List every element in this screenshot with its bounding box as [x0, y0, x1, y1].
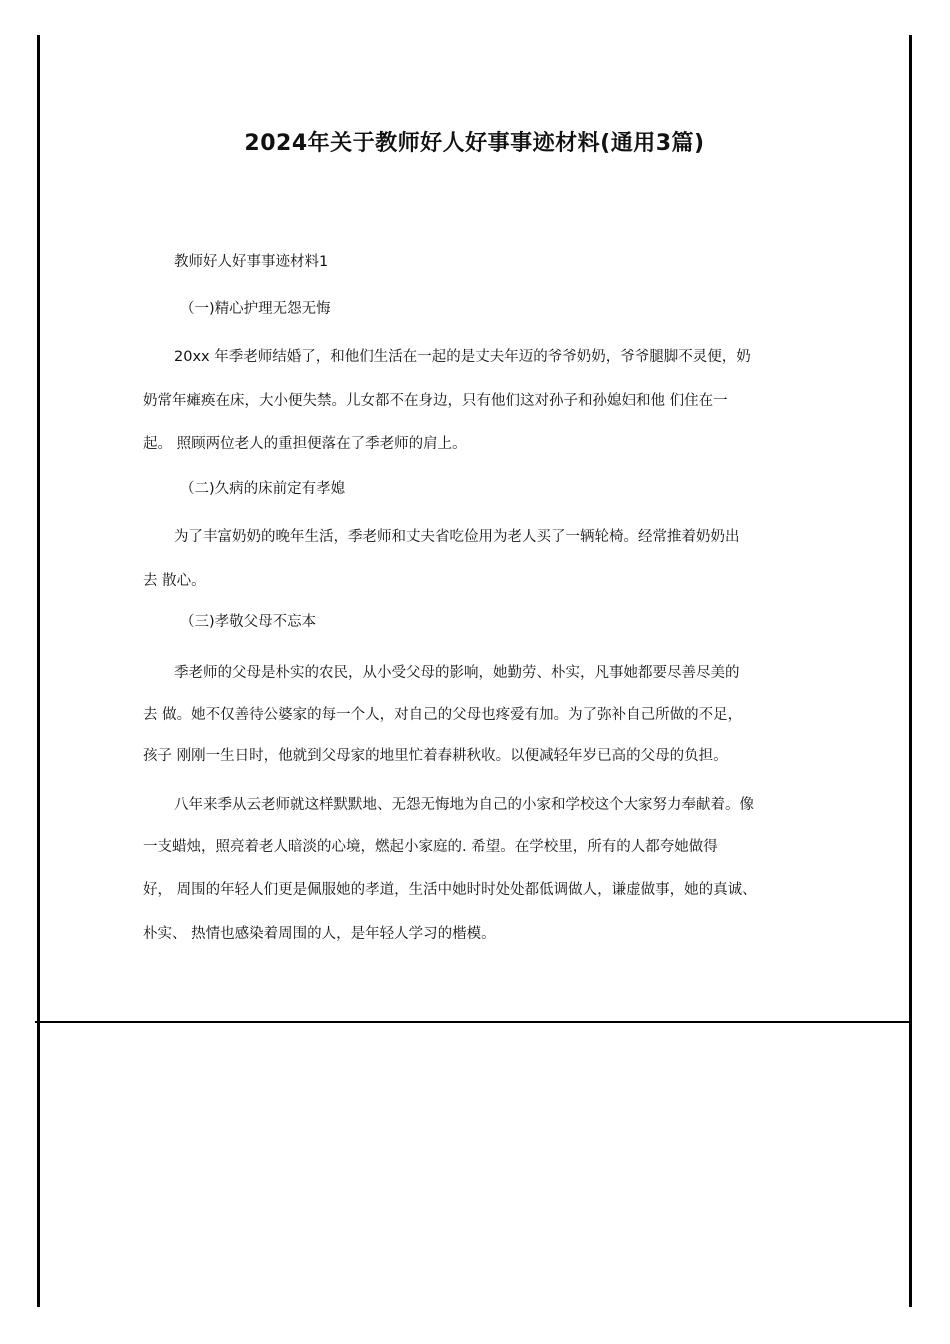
paragraph-3-line-1: 季老师的父母是朴实的农民，从小受父母的影响，她勤劳、朴实，凡事她都要尽善尽美的	[174, 665, 740, 681]
paragraph-2-line-2: 去 散心。	[143, 573, 206, 589]
paragraph-4-line-3: 好， 周围的年轻人们更是佩服她的孝道，生活中她时时处处都低调做人，谦虚做事，她的真诚、	[143, 882, 757, 898]
page-border-right	[909, 35, 912, 1307]
paragraph-3-line-3: 孩子 刚刚一生日时，他就到父母家的地里忙着春耕秋收。以便减轻年岁已高的父母的负担。	[143, 748, 728, 764]
paragraph-1-line-1: 20xx 年季老师结婚了，和他们生活在一起的是丈夫年迈的爷爷奶奶，爷爷腿脚不灵便，奶	[174, 349, 751, 365]
paragraph-4-line-4: 朴实、 热情也感染着周围的人，是年轻人学习的楷模。	[143, 926, 496, 942]
paragraph-3-line-2: 去 做。她不仅善待公婆家的每一个人，对自己的父母也疼爱有加。为了弥补自己所做的不足，	[143, 707, 743, 723]
page-border-left	[37, 35, 40, 1307]
subheading-2: （二)久病的床前定有孝媳	[180, 481, 346, 497]
paragraph-2-line-1: 为了丰富奶奶的晚年生活，季老师和丈夫省吃俭用为老人买了一辆轮椅。经常推着奶奶出	[174, 529, 740, 545]
paragraph-4-line-2: 一支蜡烛，照亮着老人暗淡的心境，燃起小家庭的. 希望。在学校里，所有的人都夸她做得	[143, 839, 718, 855]
paragraph-1-line-3: 起。 照顾两位老人的重担便落在了季老师的肩上。	[143, 436, 467, 452]
subheading-1: （一)精心护理无怨无悔	[180, 301, 331, 317]
document-title: 2024年关于教师好人好事事迹材料(通用3篇)	[244, 131, 705, 156]
paragraph-1-line-2: 奶常年瘫痪在床，大小便失禁。儿女都不在身边，只有他们这对孙子和孙媳妇和他 们住在一	[143, 393, 728, 409]
section-heading: 教师好人好事事迹材料1	[174, 254, 329, 270]
paragraph-4-line-1: 八年来季从云老师就这样默默地、无怨无悔地为自己的小家和学校这个大家努力奉献着。像	[174, 797, 754, 813]
subheading-3: （三)孝敬父母不忘本	[180, 614, 317, 630]
page-divider	[35, 1021, 912, 1023]
